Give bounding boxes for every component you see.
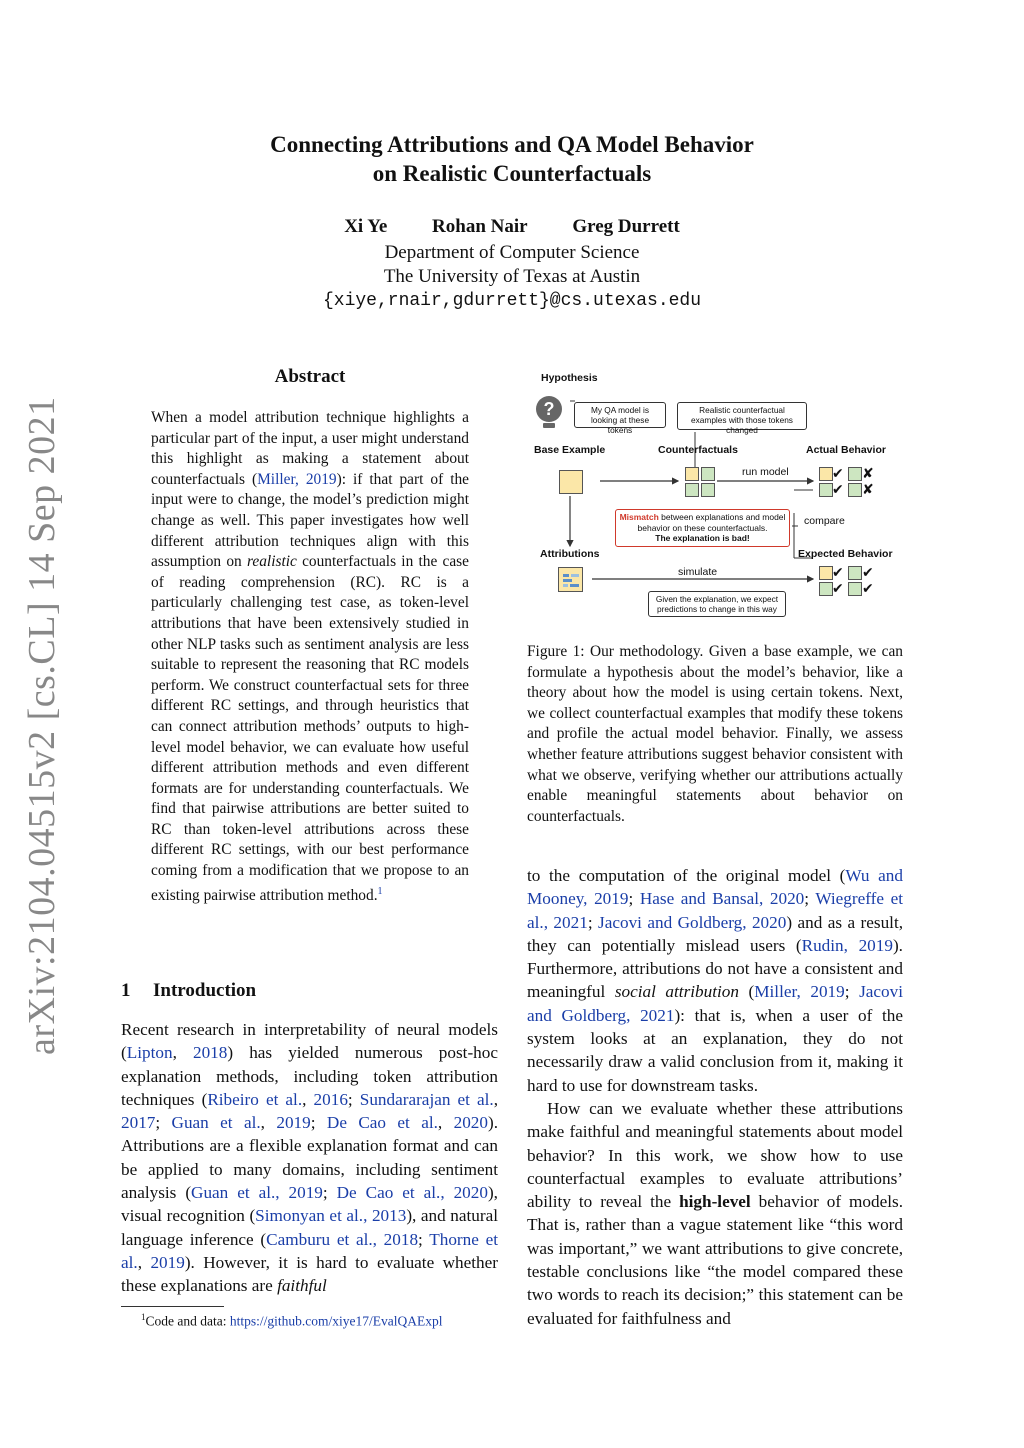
affiliation-univ: The University of Texas at Austin: [383, 266, 641, 287]
actual-box: [848, 483, 862, 497]
citation-link[interactable]: Thorne et al.: [121, 1229, 498, 1272]
citation-link[interactable]: Lipton: [126, 1043, 173, 1063]
actual-box: [848, 467, 862, 481]
author-emails: {xiye,rnair,gdurrett}@cs.utexas.edu: [322, 291, 702, 311]
citation-link[interactable]: Ribeiro et al.: [207, 1089, 303, 1109]
actual-behavior-label: Actual Behavior: [806, 444, 886, 456]
footnote-rule: [121, 1306, 224, 1307]
intro-paragraph-2: How can we evaluate whether these attributions make faithful and meaningful statements about model behavior? In this work, we show how to use counterfactual examples to evaluate attributions’ ability to reveal the high-level behavior of models. That is, rather than a vague statement like “this word was important,” we want attributions to give concrete, testable conclusions like “the model compared these two words to reach its decision;” this statement can be evaluated for faithfulness and: [527, 1098, 903, 1328]
counterfactual-box: [701, 467, 715, 481]
hypothesis-bubble: My QA model is looking at these tokens: [574, 402, 666, 428]
actual-box: [819, 467, 833, 481]
abstract-body: When a model attribution technique highlights a particular part of the input, a user might understand this highlight as making a statement about counterfactuals (Miller, 2019): if that part of the input were to change, the model’s prediction might change as well. This paper investigates how well different attribution techniques align with this assumption on realistic counterfactuals in the case of reading comprehension (RC). RC is a particularly challenging test case, as token-level attributions that have been extensively studied in other NLP tasks such as sentiment analysis are less suitable to represent the reasoning that RC models perform. We construct counterfactual sets for three different RC settings, and through heuristics that can connect attribution methods’ outputs to high-level model behavior, we can evaluate how useful different attribution methods and even different formats are for understanding counterfactuals. We find that pairwise attributions are better suited to RC than token-level attributions across these different RC settings, with our best performance coming from a modification that we propose to an existing pairwise attribution method.$^1$: [151, 409, 470, 904]
author-name: Rohan Nair: [432, 216, 528, 237]
expected-box: [819, 566, 833, 580]
citation-link[interactable]: Guan et al.: [171, 1113, 261, 1133]
base-example-label: Base Example: [534, 444, 606, 456]
citation-link[interactable]: Sundararajan et al.: [359, 1089, 494, 1109]
title-line-2: on Realistic Counterfactuals: [372, 161, 652, 186]
hypothesis-label: Hypothesis: [541, 372, 598, 384]
author-name: Xi Ye: [344, 216, 388, 237]
citation-link[interactable]: 2018: [192, 1043, 228, 1063]
citation-link[interactable]: Hase and Bansal, 2020: [639, 889, 805, 909]
check-icon: ✔: [862, 564, 874, 580]
check-icon: ✔: [832, 580, 844, 596]
lightbulb-base-icon: [543, 423, 555, 428]
intro-paragraph-1-cont: to the computation of the original model (Wu and Mooney, 2019; Hase and Bansal, 2020; Wiegreffe et al., 2021; Jacovi and Goldberg, 2020) and as a result, they can potentially mislead users (Rudin, 2019). Furthermore, attributions do not have a consistent and meaningful social attribution (Miller, 2019; Jacovi and Goldberg, 2021): that is, when a user of the system looks at an explanation, they do not necessarily draw a valid conclusion from it, making it hard to use for downstream tasks.: [527, 866, 904, 1095]
lightbulb-icon: ?: [536, 396, 562, 422]
counterfactual-box: [685, 483, 699, 497]
arxiv-stamp: arXiv:2104.04515v2 [cs.CL] 14 Sep 2021: [21, 396, 63, 1055]
expected-box: [819, 582, 833, 596]
abstract-heading: Abstract: [274, 366, 346, 387]
intro-paragraph-1: Recent research in interpretability of neural models (Lipton, 2018) has yielded numerous post-hoc explanation methods, including token attribution techniques (Ribeiro et al., 2016; Sundararajan et al., 2017; Guan et al., 2019; De Cao et al., 2020). Attributions are a flexible explanation format and can be applied to many domains, including sentiment analysis (Guan et al., 2019; De Cao et al., 2020), visual recognition (Simonyan et al., 2013), and natural language inference (Camburu et al., 2018; Thorne et al., 2019). However, it is hard to evaluate whether these explanations are faithful: [121, 1020, 499, 1296]
citation-link[interactable]: De Cao et al.: [326, 1113, 438, 1133]
citation-link[interactable]: Wiegreffe et al., 2021: [527, 889, 904, 932]
citation-link[interactable]: De Cao et al., 2020: [336, 1183, 488, 1203]
attributions-label: Attributions: [540, 548, 600, 560]
intro-right-column: [527, 864, 903, 1330]
check-icon: ✔: [862, 580, 874, 596]
section-heading-introduction: 1 Introduction: [121, 980, 257, 1001]
counterfactual-bubble: Realistic counterfactual examples with those tokens changed: [677, 402, 807, 430]
citation-link[interactable]: Rudin, 2019: [801, 935, 893, 955]
code-data-link[interactable]: https://github.com/xiye17/EvalQAExpl: [229, 1313, 443, 1329]
expected-box: [848, 582, 862, 596]
check-icon: ✔: [832, 465, 844, 481]
affiliation-dept: Department of Computer Science: [384, 242, 640, 263]
citation-link[interactable]: 2020: [453, 1113, 488, 1133]
counterfactuals-label: Counterfactuals: [658, 444, 738, 456]
citation-link[interactable]: 2017: [121, 1113, 156, 1133]
check-icon: ✔: [832, 564, 844, 580]
paper-title: [0, 130, 1024, 188]
check-icon: ✔: [832, 481, 844, 497]
mismatch-box: Mismatch between explanations and model behavior on these counterfactuals. The explanation is bad!: [615, 509, 790, 547]
citation-link[interactable]: Miller, 2019: [257, 470, 337, 488]
base-example-box: [559, 470, 583, 494]
figure-caption: Figure 1: Our methodology. Given a base example, we can formulate a hypothesis about the model’s behavior, like a theory about how the model is using certain tokens. Next, we collect counterfactual examples that modify these tokens and profile the actual model behavior. Finally, we assess whether feature attributions suggest behavior consistent with what we observe, verifying whether our attributions actually enable meaningful statements about behavior on counterfactuals.: [527, 643, 903, 825]
counterfactual-box: [701, 483, 715, 497]
figure-methodology: [530, 368, 902, 624]
citation-link[interactable]: 2019: [150, 1252, 185, 1272]
title-line-1: Connecting Attributions and QA Model Behavior: [270, 132, 754, 157]
cross-icon: ✘: [862, 481, 874, 497]
author-list: [0, 216, 1024, 238]
citation-link[interactable]: Miller, 2019: [754, 982, 845, 1002]
run-model-label: run model: [742, 466, 789, 478]
author-name: Greg Durrett: [572, 216, 680, 237]
citation-link[interactable]: Camburu et al., 2018: [266, 1229, 419, 1249]
citation-link[interactable]: Simonyan et al., 2013: [255, 1206, 407, 1226]
footnote: $^1$Code and data: https://github.com/xiye17/EvalQAExpl: [141, 1312, 443, 1329]
expected-box: [848, 566, 862, 580]
footnote-ref[interactable]: 1: [377, 885, 383, 897]
citation-link[interactable]: Jacovi and Goldberg, 2021: [527, 982, 903, 1025]
actual-box: [819, 483, 833, 497]
compare-label: compare: [804, 515, 845, 527]
citation-link[interactable]: 2019: [276, 1113, 311, 1133]
attribution-box: [558, 567, 583, 592]
expected-behavior-label: Expected Behavior: [798, 548, 893, 560]
citation-link[interactable]: Wu and Mooney, 2019: [527, 866, 903, 909]
cross-icon: ✘: [862, 465, 874, 481]
citation-link[interactable]: 2016: [313, 1089, 348, 1109]
citation-link[interactable]: Guan et al., 2019: [191, 1183, 323, 1203]
expectation-bubble: Given the explanation, we expect predictions to change in this way: [648, 591, 786, 617]
citation-link[interactable]: Jacovi and Goldberg, 2020: [598, 912, 787, 932]
counterfactual-box: [685, 467, 699, 481]
simulate-label: simulate: [678, 566, 718, 578]
